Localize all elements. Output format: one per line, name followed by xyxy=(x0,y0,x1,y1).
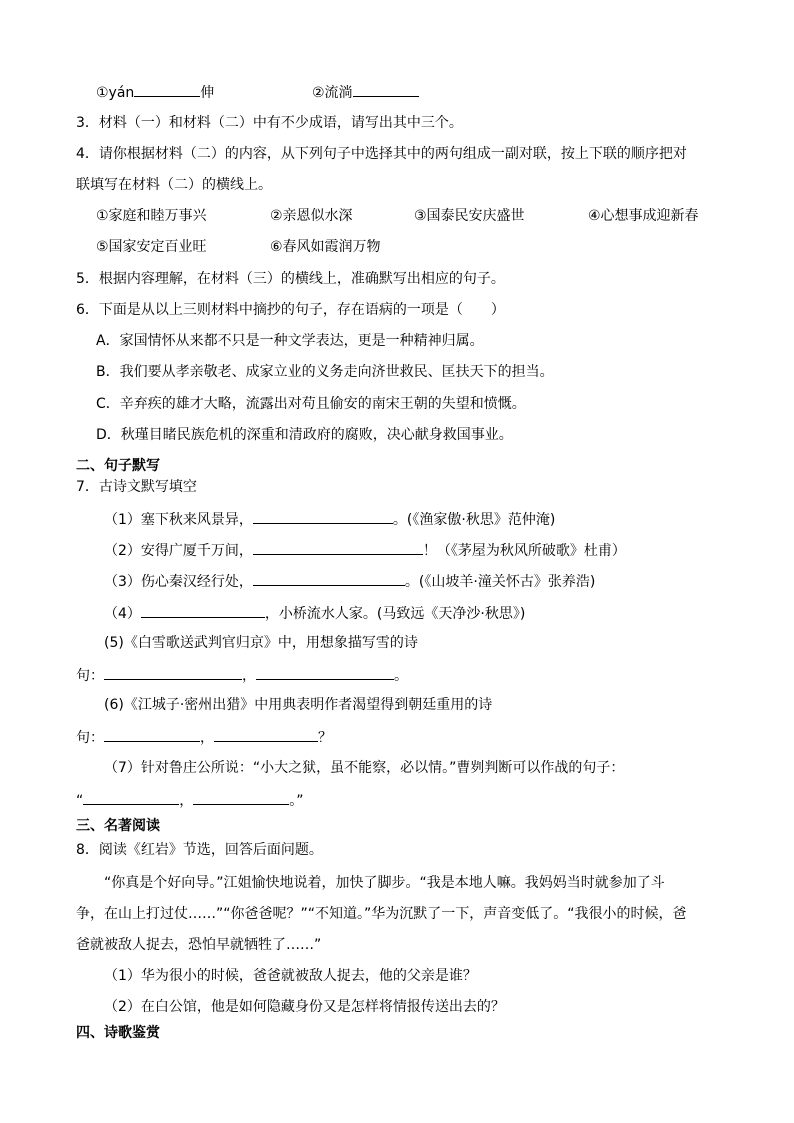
question-3 xyxy=(0,112,794,134)
question-7-item-5-line-2 xyxy=(0,663,794,685)
section-2-heading xyxy=(0,455,794,477)
question-7-item-7-line-1 xyxy=(0,757,794,779)
question-7-item-6-line-2 xyxy=(0,725,794,747)
question-7-item-2 xyxy=(0,538,794,560)
option-c-text: C．辛弃疾的雄才大略，流露出对苟且偷安的南宋王朝的失望和愤慨。 xyxy=(96,396,526,412)
passage-line-2 xyxy=(0,903,794,925)
question-7-item-6-line-1 xyxy=(0,694,794,716)
passage-text: 争，在山上打过仗……”“你爸爸呢？”“不知道。”华为沉默了一下，声音变低了。“我很小的时候，爸 xyxy=(76,906,687,922)
question-7-item-7-line-2 xyxy=(0,788,794,810)
passage-text: 爸就被敌人捉去，恐怕早就牺牲了……” xyxy=(76,937,322,953)
answer-blank[interactable] xyxy=(353,80,419,97)
choice-2-prefix: ②流淌 xyxy=(312,85,353,101)
answer-blank[interactable] xyxy=(83,788,179,805)
choice-1 xyxy=(96,80,214,104)
item-7-text: （7）针对鲁庄公所说：“小大之狱，虽不能察，必以情。”曹刿判断可以作战的句子： xyxy=(104,760,625,776)
choice-1-prefix: ①yán xyxy=(96,85,135,101)
answer-blank[interactable] xyxy=(253,538,423,555)
choice-2 xyxy=(312,80,419,104)
answer-blank[interactable] xyxy=(253,507,393,524)
item-2-pre: （2）安得广厦千万间， xyxy=(104,543,253,559)
question-4-options-row-2 xyxy=(0,236,794,258)
option-5: ⑤国家安定百业旺 xyxy=(96,239,207,255)
section-heading-text: 二、句子默写 xyxy=(76,458,160,474)
question-7-text: 7．古诗文默写填空 xyxy=(76,479,197,495)
question-8-text: 8．阅读《红岩》节选，回答后面问题。 xyxy=(76,842,323,858)
question-5 xyxy=(0,268,794,290)
answer-blank[interactable] xyxy=(253,569,405,586)
option-a-text: A．家国情怀从来都不只是一种文学表达，更是一种精神归属。 xyxy=(96,333,484,349)
answer-blank[interactable] xyxy=(134,80,200,97)
option-3: ③国泰民安庆盛世 xyxy=(414,208,525,224)
item-5-pre: 句： xyxy=(76,668,104,684)
item-3 xyxy=(104,569,595,593)
question-7-item-1 xyxy=(0,507,794,529)
item-1 xyxy=(104,507,555,531)
question-4-line-1 xyxy=(0,143,794,165)
item-3-pre: （3）伤心秦汉经行处， xyxy=(104,574,253,590)
item-7-mid: ， xyxy=(179,793,194,809)
option-6: ⑥春风如霞润万物 xyxy=(270,239,381,255)
section-heading-text: 四、诗歌鉴赏 xyxy=(76,1025,160,1041)
item-3-post: 。(《山坡羊·潼关怀古》张养浩) xyxy=(404,574,596,590)
question-4-text-cont: 联填写在材料（二）的横线上。 xyxy=(76,177,272,193)
item-7-answer xyxy=(76,788,304,812)
answer-blank[interactable] xyxy=(104,663,242,680)
question-7-item-4 xyxy=(0,601,794,623)
question-8-sub-2 xyxy=(0,996,794,1018)
question-7-item-3 xyxy=(0,569,794,591)
question-7-item-5-line-1 xyxy=(0,632,794,654)
item-6-answer xyxy=(76,725,332,749)
item-5-text: (5)《白雪歌送武判官归京》中，用想象描写雪的诗 xyxy=(104,635,418,651)
question-6-option-a[interactable] xyxy=(0,330,794,352)
question-6-option-b[interactable] xyxy=(0,361,794,383)
section-heading-text: 三、名著阅读 xyxy=(76,818,160,834)
question-3-text: 3．材料（一）和材料（二）中有不少成语，请写出其中三个。 xyxy=(76,115,463,131)
question-6-option-d[interactable] xyxy=(0,424,794,446)
passage-line-3 xyxy=(0,934,794,956)
answer-blank[interactable] xyxy=(193,788,289,805)
item-4-post: ，小桥流水人家。(马致远《天净沙·秋思》) xyxy=(264,606,526,622)
item-5-mid: ， xyxy=(242,668,256,684)
passage-line-1 xyxy=(0,872,794,894)
answer-blank[interactable] xyxy=(141,601,265,618)
sub-question-text: （1）华为很小的时候，爸爸就被敌人捉去，他的父亲是谁？ xyxy=(104,968,477,984)
option-4: ④心想事成迎新春 xyxy=(588,208,699,224)
question-8-stem xyxy=(0,839,794,861)
option-d-text: D．秋瑾目睹民族危机的深重和清政府的腐败，决心献身救国事业。 xyxy=(96,427,513,443)
question-4-options-row-1 xyxy=(0,205,794,227)
choice-1-suffix: 伸 xyxy=(200,85,215,101)
item-6-post: ？ xyxy=(318,730,332,746)
item-4-pre: （4） xyxy=(104,606,141,622)
item-2-post: ！（《茅屋为秋风所破歌》杜甫） xyxy=(422,543,626,559)
item-1-post: 。(《渔家傲·秋思》范仲淹) xyxy=(392,512,556,528)
question-6-text: 6．下面是从以上三则材料中摘抄的句子，存在语病的一项是（ ） xyxy=(76,302,505,318)
question-6-stem xyxy=(0,299,794,321)
section-3-heading xyxy=(0,815,794,837)
question-7-stem xyxy=(0,476,794,498)
question-5-text: 5．根据内容理解，在材料（三）的横线上，准确默写出相应的句子。 xyxy=(76,271,505,287)
item-7-post: 。” xyxy=(289,793,304,809)
item-6-text: (6)《江城子·密州出猎》中用典表明作者渴望得到朝廷重用的诗 xyxy=(104,697,493,713)
option-1: ①家庭和睦万事兴 xyxy=(96,208,207,224)
item-2 xyxy=(104,538,626,562)
answer-blank[interactable] xyxy=(256,663,394,680)
answer-blank[interactable] xyxy=(104,725,200,742)
item-5-answer xyxy=(76,663,408,687)
item-1-pre: （1）塞下秋来风景异， xyxy=(104,512,253,528)
q2-choices-line xyxy=(0,80,794,102)
question-6-option-c[interactable] xyxy=(0,393,794,415)
passage-text: “你真是个好向导。”江姐愉快地说着，加快了脚步。“我是本地人嘛。我妈妈当时就参加了斗 xyxy=(104,875,665,891)
item-7-pre: “ xyxy=(76,793,84,809)
option-b-text: B．我们要从孝亲敬老、成家立业的义务走向济世救民、匡扶天下的担当。 xyxy=(96,364,554,380)
item-6-pre: 句： xyxy=(76,730,104,746)
question-8-sub-1 xyxy=(0,965,794,987)
answer-blank[interactable] xyxy=(214,725,318,742)
option-2: ②亲恩似水深 xyxy=(270,208,353,224)
item-5-post: 。 xyxy=(394,668,408,684)
question-4-line-2 xyxy=(0,174,794,196)
section-4-heading xyxy=(0,1022,794,1044)
sub-question-text: （2）在白公馆，他是如何隐藏身份又是怎样将情报传送出去的？ xyxy=(104,999,505,1015)
question-4-text: 4．请你根据材料（二）的内容，从下列句子中选择其中的两句组成一副对联，按上下联的顺序把对 xyxy=(76,146,687,162)
item-4 xyxy=(104,601,525,625)
item-6-mid: ， xyxy=(200,730,214,746)
